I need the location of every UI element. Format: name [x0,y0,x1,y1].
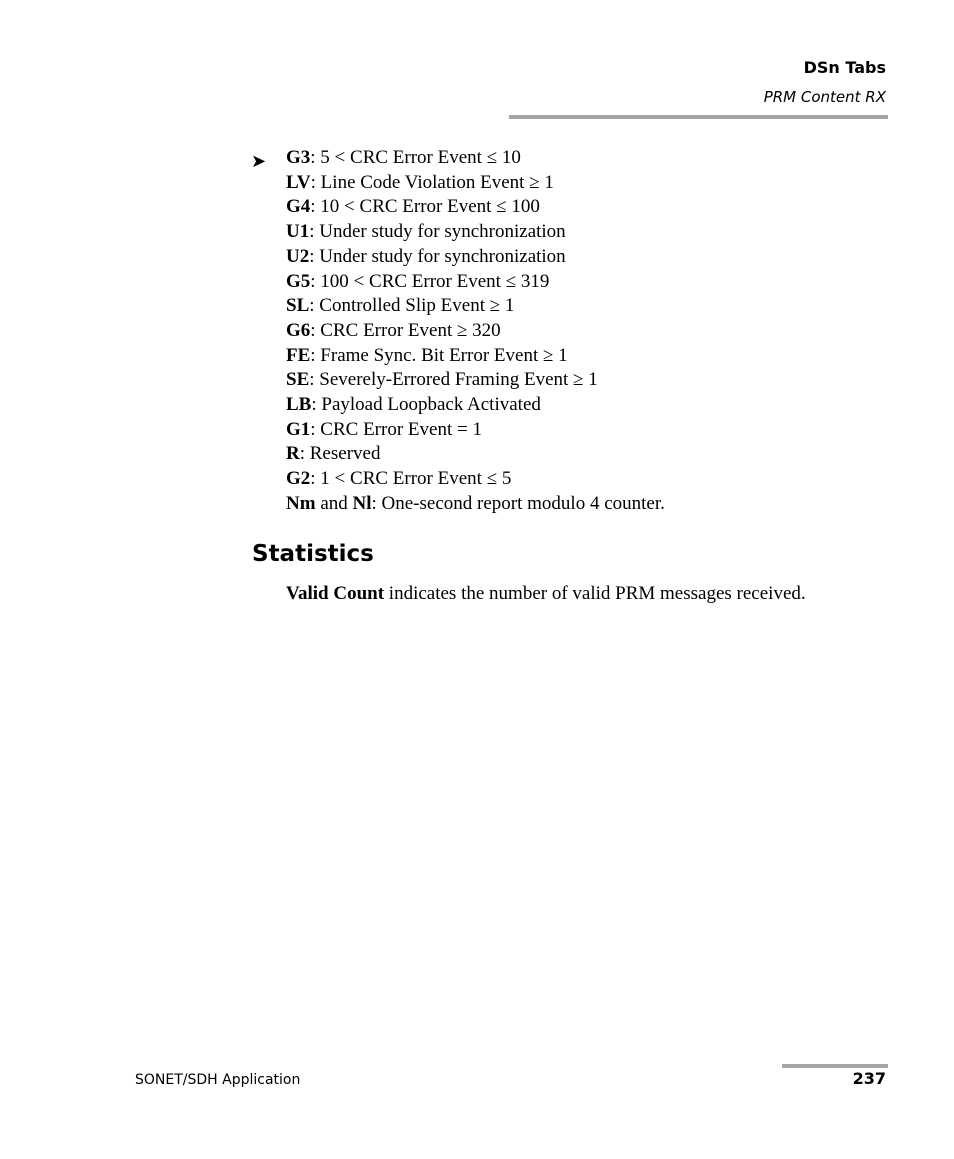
entry-term: R [286,443,300,465]
list-item [286,220,665,245]
entry-term: Nm [286,492,316,514]
entry-description: : 1 < CRC Error Event ≤ 5 [310,468,512,490]
entry-term: G6 [286,319,311,341]
entry-term: SE [286,369,310,391]
entry-term: U1 [286,221,310,243]
footer-document-title: SONET/SDH Application [135,1072,301,1088]
entry-term: Nl [352,492,372,514]
page-number: 237 [852,1069,886,1088]
entry-description: : CRC Error Event ≥ 320 [310,319,501,341]
bullet-arrow-icon: ➤ [251,151,267,171]
statistics-description: indicates the number of valid PRM messages received. [384,583,806,604]
entry-description: : Under study for synchronization [309,245,566,267]
entry-description: : 100 < CRC Error Event ≤ 319 [310,270,550,292]
list-item [286,146,665,171]
entry-term: LB [286,394,312,416]
list-item [286,195,665,220]
list-item [286,344,665,369]
list-item [286,171,665,196]
entry-description: : 10 < CRC Error Event ≤ 100 [310,196,540,218]
entry-description: : Frame Sync. Bit Error Event ≥ 1 [310,344,568,366]
entry-connector: and [315,492,353,514]
running-header-subtitle: PRM Content RX [763,88,886,106]
entry-description: : 5 < CRC Error Event ≤ 10 [310,147,521,168]
entry-term: U2 [286,245,310,267]
list-item [286,319,665,344]
entry-term: G1 [286,418,311,440]
list-item [286,245,665,270]
entry-description: : Payload Loopback Activated [311,394,541,416]
entry-description: : CRC Error Event = 1 [310,418,482,440]
entry-term: G4 [286,196,311,218]
entry-description: : Line Code Violation Event ≥ 1 [310,171,554,193]
entry-term: G2 [286,468,311,490]
running-header-title: DSn Tabs [803,58,886,77]
entry-description: : Reserved [299,443,381,465]
statistics-paragraph [286,582,806,606]
list-item [286,492,665,517]
list-item [286,467,665,492]
statistics-term: Valid Count [286,583,385,604]
entry-description: : Controlled Slip Event ≥ 1 [309,295,515,317]
entry-description: : Severely-Errored Framing Event ≥ 1 [309,369,598,391]
entry-term: G3 [286,147,311,168]
entry-term: FE [286,344,311,366]
list-item [286,368,665,393]
entry-term: LV [286,171,311,193]
list-item [286,393,665,418]
section-heading-statistics: Statistics [252,541,374,567]
list-item [286,294,665,319]
list-item [286,442,665,467]
entry-term: SL [286,295,310,317]
prm-bit-definition-list [286,146,665,517]
list-item [286,270,665,295]
header-divider [509,115,888,119]
entry-description: : One-second report modulo 4 counter. [371,492,665,514]
entry-term: G5 [286,270,311,292]
footer-divider [782,1064,888,1068]
entry-description: : Under study for synchronization [309,221,566,243]
list-item [286,418,665,443]
